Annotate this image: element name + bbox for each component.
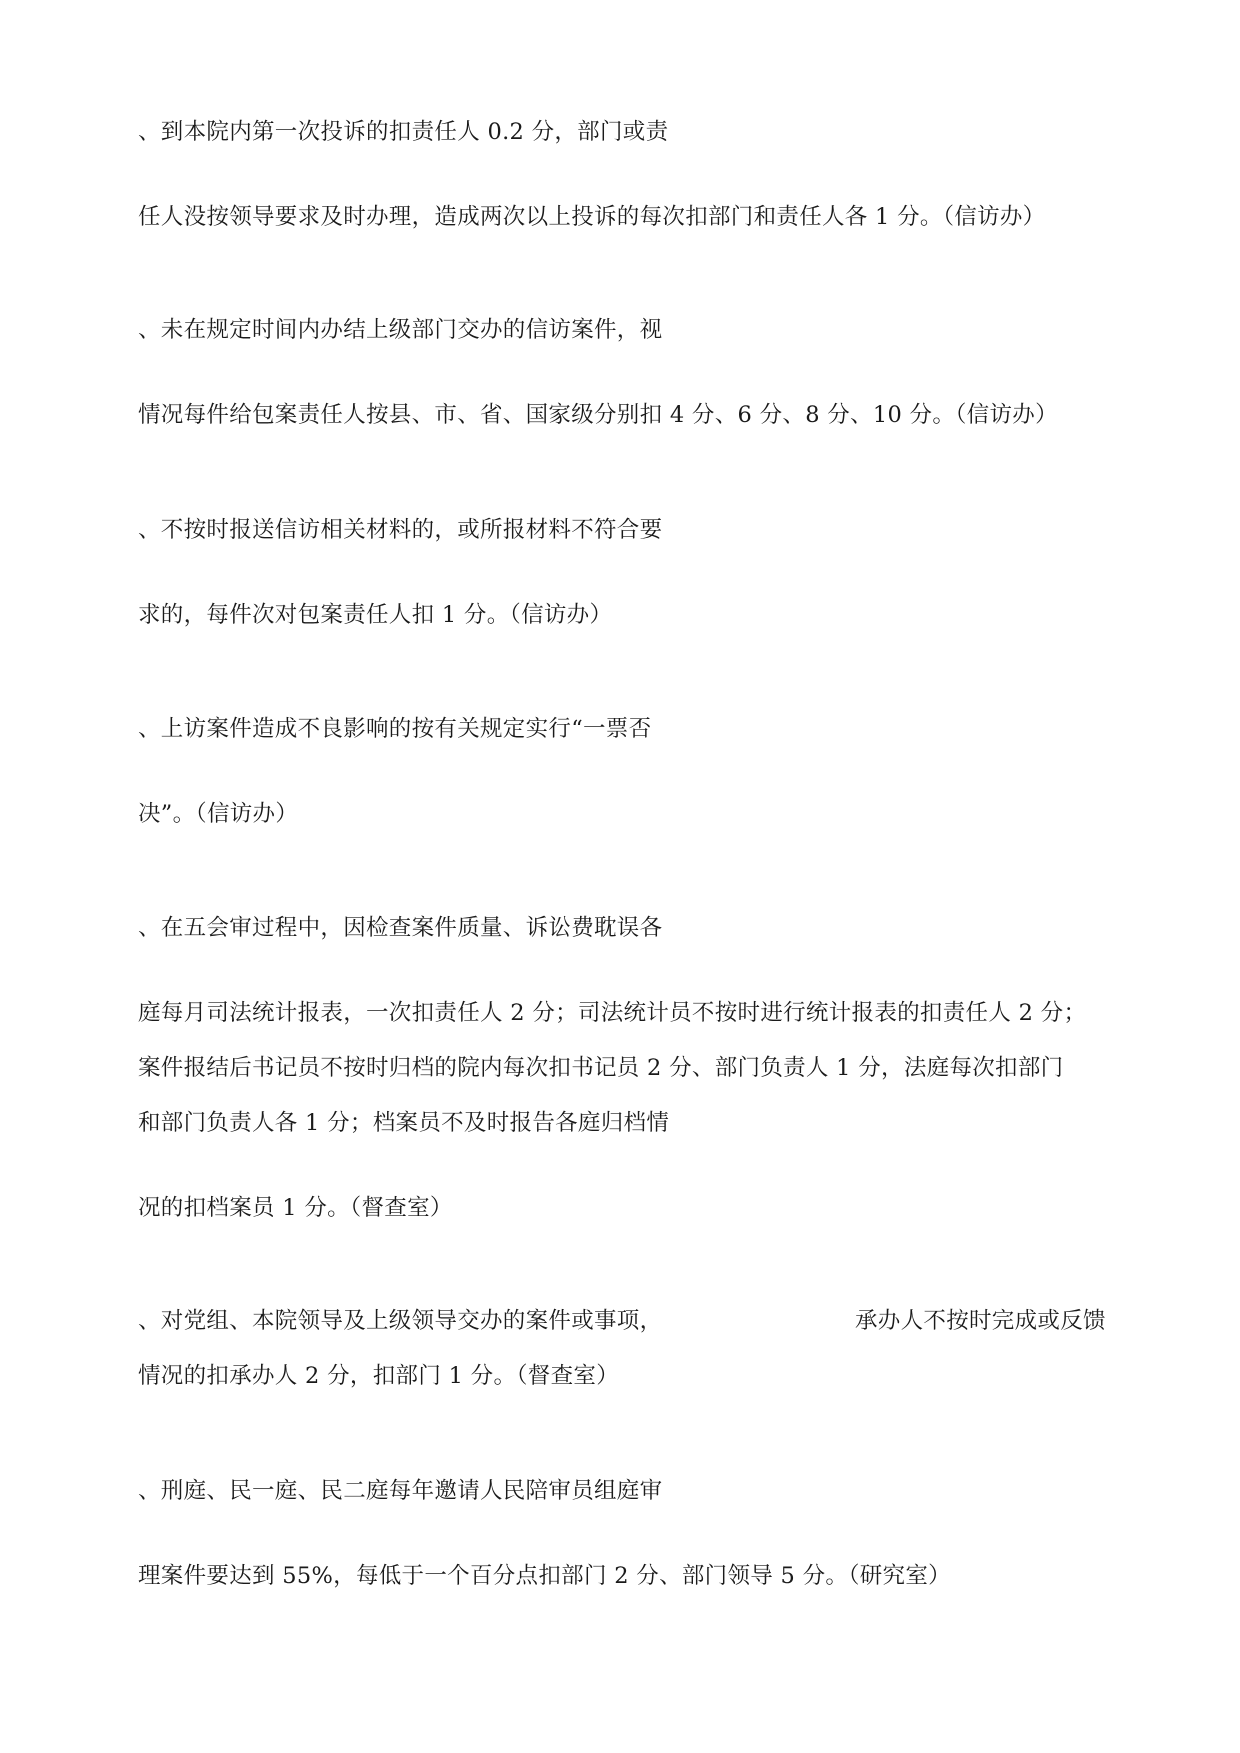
text-line: 、未在规定时间内办结上级部门交办的信访案件，视 xyxy=(138,317,663,343)
text-line: 情况每件给包案责任人按县、市、省、国家级分别扣 4 分、6 分、8 分、10 分。（信访办） xyxy=(138,402,1058,428)
text-line: 决”。（信访办） xyxy=(138,801,299,827)
text-line: 求的，每件次对包案责任人扣 1 分。（信访办） xyxy=(138,602,613,628)
text-line: 况的扣档案员 1 分。（督查室） xyxy=(138,1195,453,1221)
text-line: 、在五会审过程中，因检查案件质量、诉讼费耽误各 xyxy=(138,915,663,941)
text-line: 理案件要达到 55%，每低于一个百分点扣部门 2 分、部门领导 5 分。（研究室） xyxy=(138,1563,951,1589)
text-line: 、上访案件造成不良影响的按有关规定实行“一票否 xyxy=(138,716,652,742)
text-line: 案件报结后书记员不按时归档的院内每次扣书记员 2 分、部门负责人 1 分，法庭每次扣部门 xyxy=(138,1055,1064,1081)
text-line: 、对党组、本院领导及上级领导交办的案件或事项， xyxy=(138,1308,663,1334)
text-line: 情况的扣承办人 2 分，扣部门 1 分。（督查室） xyxy=(138,1363,619,1389)
text-line: 任人没按领导要求及时办理，造成两次以上投诉的每次扣部门和责任人各 1 分。（信访办） xyxy=(138,204,1046,230)
text-line-continuation: 承办人不按时完成或反馈 xyxy=(855,1308,1106,1334)
text-line: 、到本院内第一次投诉的扣责任人 0.2 分，部门或责 xyxy=(138,119,669,145)
text-line: 庭每月司法统计报表，一次扣责任人 2 分；司法统计员不按时进行统计报表的扣责任人 2 分； xyxy=(138,1000,1087,1026)
text-line: 和部门负责人各 1 分；档案员不及时报告各庭归档情 xyxy=(138,1110,670,1136)
text-line: 、不按时报送信访相关材料的，或所报材料不符合要 xyxy=(138,517,663,543)
text-line: 、刑庭、民一庭、民二庭每年邀请人民陪审员组庭审 xyxy=(138,1478,663,1504)
